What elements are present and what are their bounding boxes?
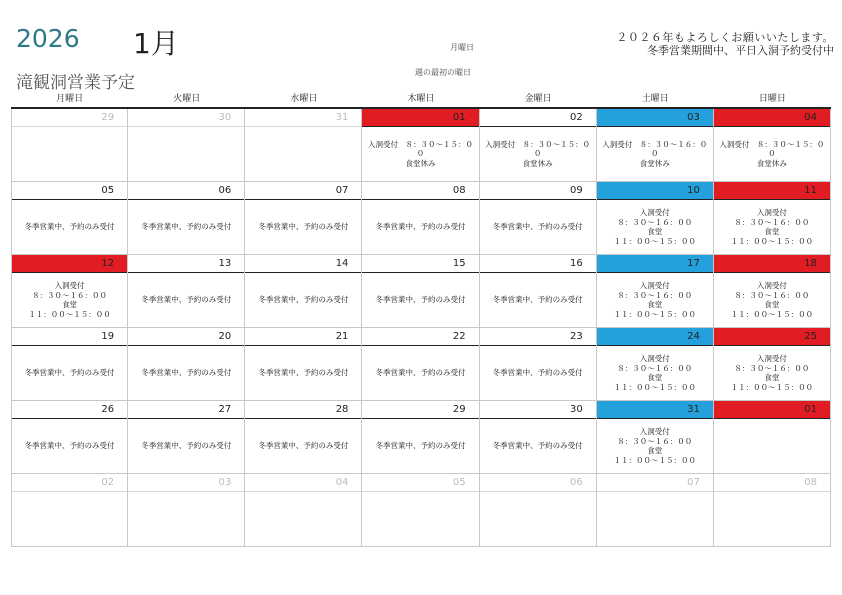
day-number: 19 [12, 328, 127, 346]
calendar-grid [11, 92, 831, 547]
day-schedule: 冬季営業中、予約のみ受付 [258, 222, 349, 232]
day-schedule: 冬季営業中、予約のみ受付 [258, 295, 349, 305]
day-schedule: 冬季営業中、予約のみ受付 [141, 222, 232, 232]
day-schedule: 冬季営業中、予約のみ受付 [24, 368, 115, 378]
day-cell [362, 401, 479, 474]
calendar-year: 2026 [16, 24, 80, 53]
day-number: 09 [480, 182, 596, 200]
day-cell [11, 401, 128, 474]
day-schedule: 冬季営業中、予約のみ受付 [492, 368, 583, 378]
day-cell [245, 401, 362, 474]
day-number: 04 [245, 474, 361, 492]
day-cell [597, 401, 714, 474]
day-cell [714, 401, 831, 474]
day-number: 15 [362, 255, 478, 273]
day-number: 29 [362, 401, 478, 419]
day-number: 24 [597, 328, 713, 346]
day-cell [714, 109, 831, 182]
weekday-header: 火曜日 [173, 94, 201, 104]
day-cell [597, 474, 714, 547]
day-number: 29 [12, 109, 127, 127]
day-schedule: 冬季営業中、予約のみ受付 [375, 368, 466, 378]
calendar-weeks [11, 109, 831, 547]
day-cell [597, 182, 714, 255]
day-number: 20 [128, 328, 244, 346]
day-cell [128, 109, 245, 182]
day-schedule [480, 492, 596, 546]
calendar-week-row [11, 328, 831, 401]
day-schedule: 冬季営業中、予約のみ受付 [24, 441, 115, 451]
day-cell [362, 255, 479, 328]
day-number: 01 [362, 109, 478, 127]
day-number: 08 [714, 474, 830, 492]
weekday-header: 日曜日 [758, 94, 786, 104]
day-schedule: 冬季営業中、予約のみ受付 [492, 441, 583, 451]
day-schedule: 冬季営業中、予約のみ受付 [24, 222, 115, 232]
day-cell [362, 328, 479, 401]
day-schedule: 冬季営業中、予約のみ受付 [375, 222, 466, 232]
day-number: 08 [362, 182, 478, 200]
day-schedule: 入洞受付 ８：３０〜１６：００ 食堂 １１：００〜１５：００ [28, 281, 111, 319]
day-number: 25 [714, 328, 830, 346]
day-number: 06 [128, 182, 244, 200]
day-schedule: 入洞受付 ８：３０〜１６：００ 食堂 １１：００〜１５：００ [613, 427, 697, 465]
day-number: 30 [128, 109, 244, 127]
day-cell [245, 474, 362, 547]
day-cell [245, 109, 362, 182]
day-number: 14 [245, 255, 361, 273]
weekday-header: 水曜日 [290, 94, 318, 104]
day-number: 07 [245, 182, 361, 200]
weekday-header: 金曜日 [524, 94, 552, 104]
day-number: 17 [597, 255, 713, 273]
day-cell [480, 182, 597, 255]
weekday-header-row [11, 92, 831, 109]
day-number: 07 [597, 474, 713, 492]
calendar-week-row [11, 255, 831, 328]
day-number: 22 [362, 328, 478, 346]
day-schedule: 入洞受付 ８：３０〜１６：００ 食堂 １１：００〜１５：００ [730, 354, 814, 392]
day-cell [11, 182, 128, 255]
day-cell [245, 255, 362, 328]
day-cell [128, 474, 245, 547]
day-number: 10 [597, 182, 713, 200]
day-schedule: 冬季営業中、予約のみ受付 [141, 368, 232, 378]
day-cell [714, 182, 831, 255]
day-number: 30 [480, 401, 596, 419]
day-number: 31 [245, 109, 361, 127]
day-schedule: 入洞受付 ８：３０〜１６：００ 食堂 １１：００〜１５：００ [613, 354, 697, 392]
day-number: 26 [12, 401, 127, 419]
day-schedule: 入洞受付 ８：３０〜１６：００ 食堂 １１：００〜１５：００ [730, 281, 814, 319]
day-cell [362, 182, 479, 255]
day-schedule: 入洞受付 ８：３０〜１５：００ 食堂休み [719, 139, 825, 168]
day-number: 31 [597, 401, 713, 419]
day-cell [128, 328, 245, 401]
day-cell [128, 182, 245, 255]
day-cell [11, 255, 128, 328]
day-number: 27 [128, 401, 244, 419]
day-cell [480, 474, 597, 547]
day-schedule [12, 127, 127, 181]
day-cell [714, 474, 831, 547]
day-schedule: 冬季営業中、予約のみ受付 [375, 441, 466, 451]
day-schedule: 入洞受付 ８：３０〜１５：００ 食堂休み [485, 139, 591, 168]
day-cell [362, 109, 479, 182]
page-title: 滝観洞営業予定 [16, 73, 135, 93]
day-schedule: 冬季営業中、予約のみ受付 [141, 441, 232, 451]
day-schedule [128, 492, 244, 546]
day-number: 13 [128, 255, 244, 273]
calendar-week-row [11, 474, 831, 547]
day-schedule: 入洞受付 ８：３０〜１５：００ 食堂休み [367, 139, 473, 168]
day-schedule: 冬季営業中、予約のみ受付 [492, 222, 583, 232]
day-schedule [714, 419, 830, 473]
day-number: 28 [245, 401, 361, 419]
day-cell [480, 328, 597, 401]
notice-line-1: ２０２６年もよろしくお願いいたします。 [616, 31, 834, 44]
calendar-month: 1月 [133, 27, 179, 60]
day-schedule: 冬季営業中、予約のみ受付 [375, 295, 466, 305]
day-number: 02 [12, 474, 127, 492]
day-cell [597, 328, 714, 401]
day-schedule [362, 492, 478, 546]
day-number: 16 [480, 255, 596, 273]
weekday-header: 土曜日 [641, 94, 669, 104]
day-schedule: 冬季営業中、予約のみ受付 [258, 441, 349, 451]
day-number: 21 [245, 328, 361, 346]
calendar-week-row [11, 401, 831, 474]
day-cell [128, 255, 245, 328]
day-number: 12 [12, 255, 127, 273]
day-schedule [245, 492, 361, 546]
day-cell [714, 255, 831, 328]
day-schedule: 入洞受付 ８：３０〜１６：００ 食堂 １１：００〜１５：００ [613, 281, 697, 319]
day-number: 06 [480, 474, 596, 492]
day-number: 01 [714, 401, 830, 419]
day-schedule [714, 492, 830, 546]
day-cell [245, 328, 362, 401]
weekday-header: 木曜日 [407, 94, 435, 104]
day-cell [245, 182, 362, 255]
day-cell [480, 401, 597, 474]
notice-line-2: 冬季営業期間中、平日入洞予約受付中 [647, 44, 834, 57]
calendar-week-row [11, 109, 831, 182]
day-cell [11, 328, 128, 401]
day-number: 05 [362, 474, 478, 492]
day-number: 04 [714, 109, 830, 127]
day-cell [480, 255, 597, 328]
day-number: 11 [714, 182, 830, 200]
day-number: 23 [480, 328, 596, 346]
notice [616, 31, 834, 57]
day-cell [714, 328, 831, 401]
day-number: 03 [597, 109, 713, 127]
day-number: 05 [12, 182, 127, 200]
day-cell [597, 109, 714, 182]
day-schedule [12, 492, 127, 546]
day-cell [480, 109, 597, 182]
day-cell [11, 109, 128, 182]
day-number: 02 [480, 109, 596, 127]
day-schedule [245, 127, 361, 181]
day-schedule: 冬季営業中、予約のみ受付 [141, 295, 232, 305]
day-cell [128, 401, 245, 474]
day-number: 18 [714, 255, 830, 273]
day-schedule: 冬季営業中、予約のみ受付 [492, 295, 583, 305]
day-schedule [597, 492, 713, 546]
first-day-legend: 週の最初の曜日 [415, 68, 471, 77]
day-schedule: 入洞受付 ８：３０〜１６：００ 食堂 １１：００〜１５：００ [730, 208, 814, 246]
weekday-legend: 月曜日 [450, 43, 474, 52]
weekday-header: 月曜日 [56, 94, 84, 104]
day-cell [597, 255, 714, 328]
day-schedule: 入洞受付 ８：３０〜１６：００ 食堂 １１：００〜１５：００ [613, 208, 697, 246]
day-schedule: 入洞受付 ８：３０〜１６：００ 食堂休み [602, 139, 708, 168]
day-number: 03 [128, 474, 244, 492]
calendar-week-row [11, 182, 831, 255]
day-cell [11, 474, 128, 547]
day-cell [362, 474, 479, 547]
day-schedule: 冬季営業中、予約のみ受付 [258, 368, 349, 378]
day-schedule [128, 127, 244, 181]
